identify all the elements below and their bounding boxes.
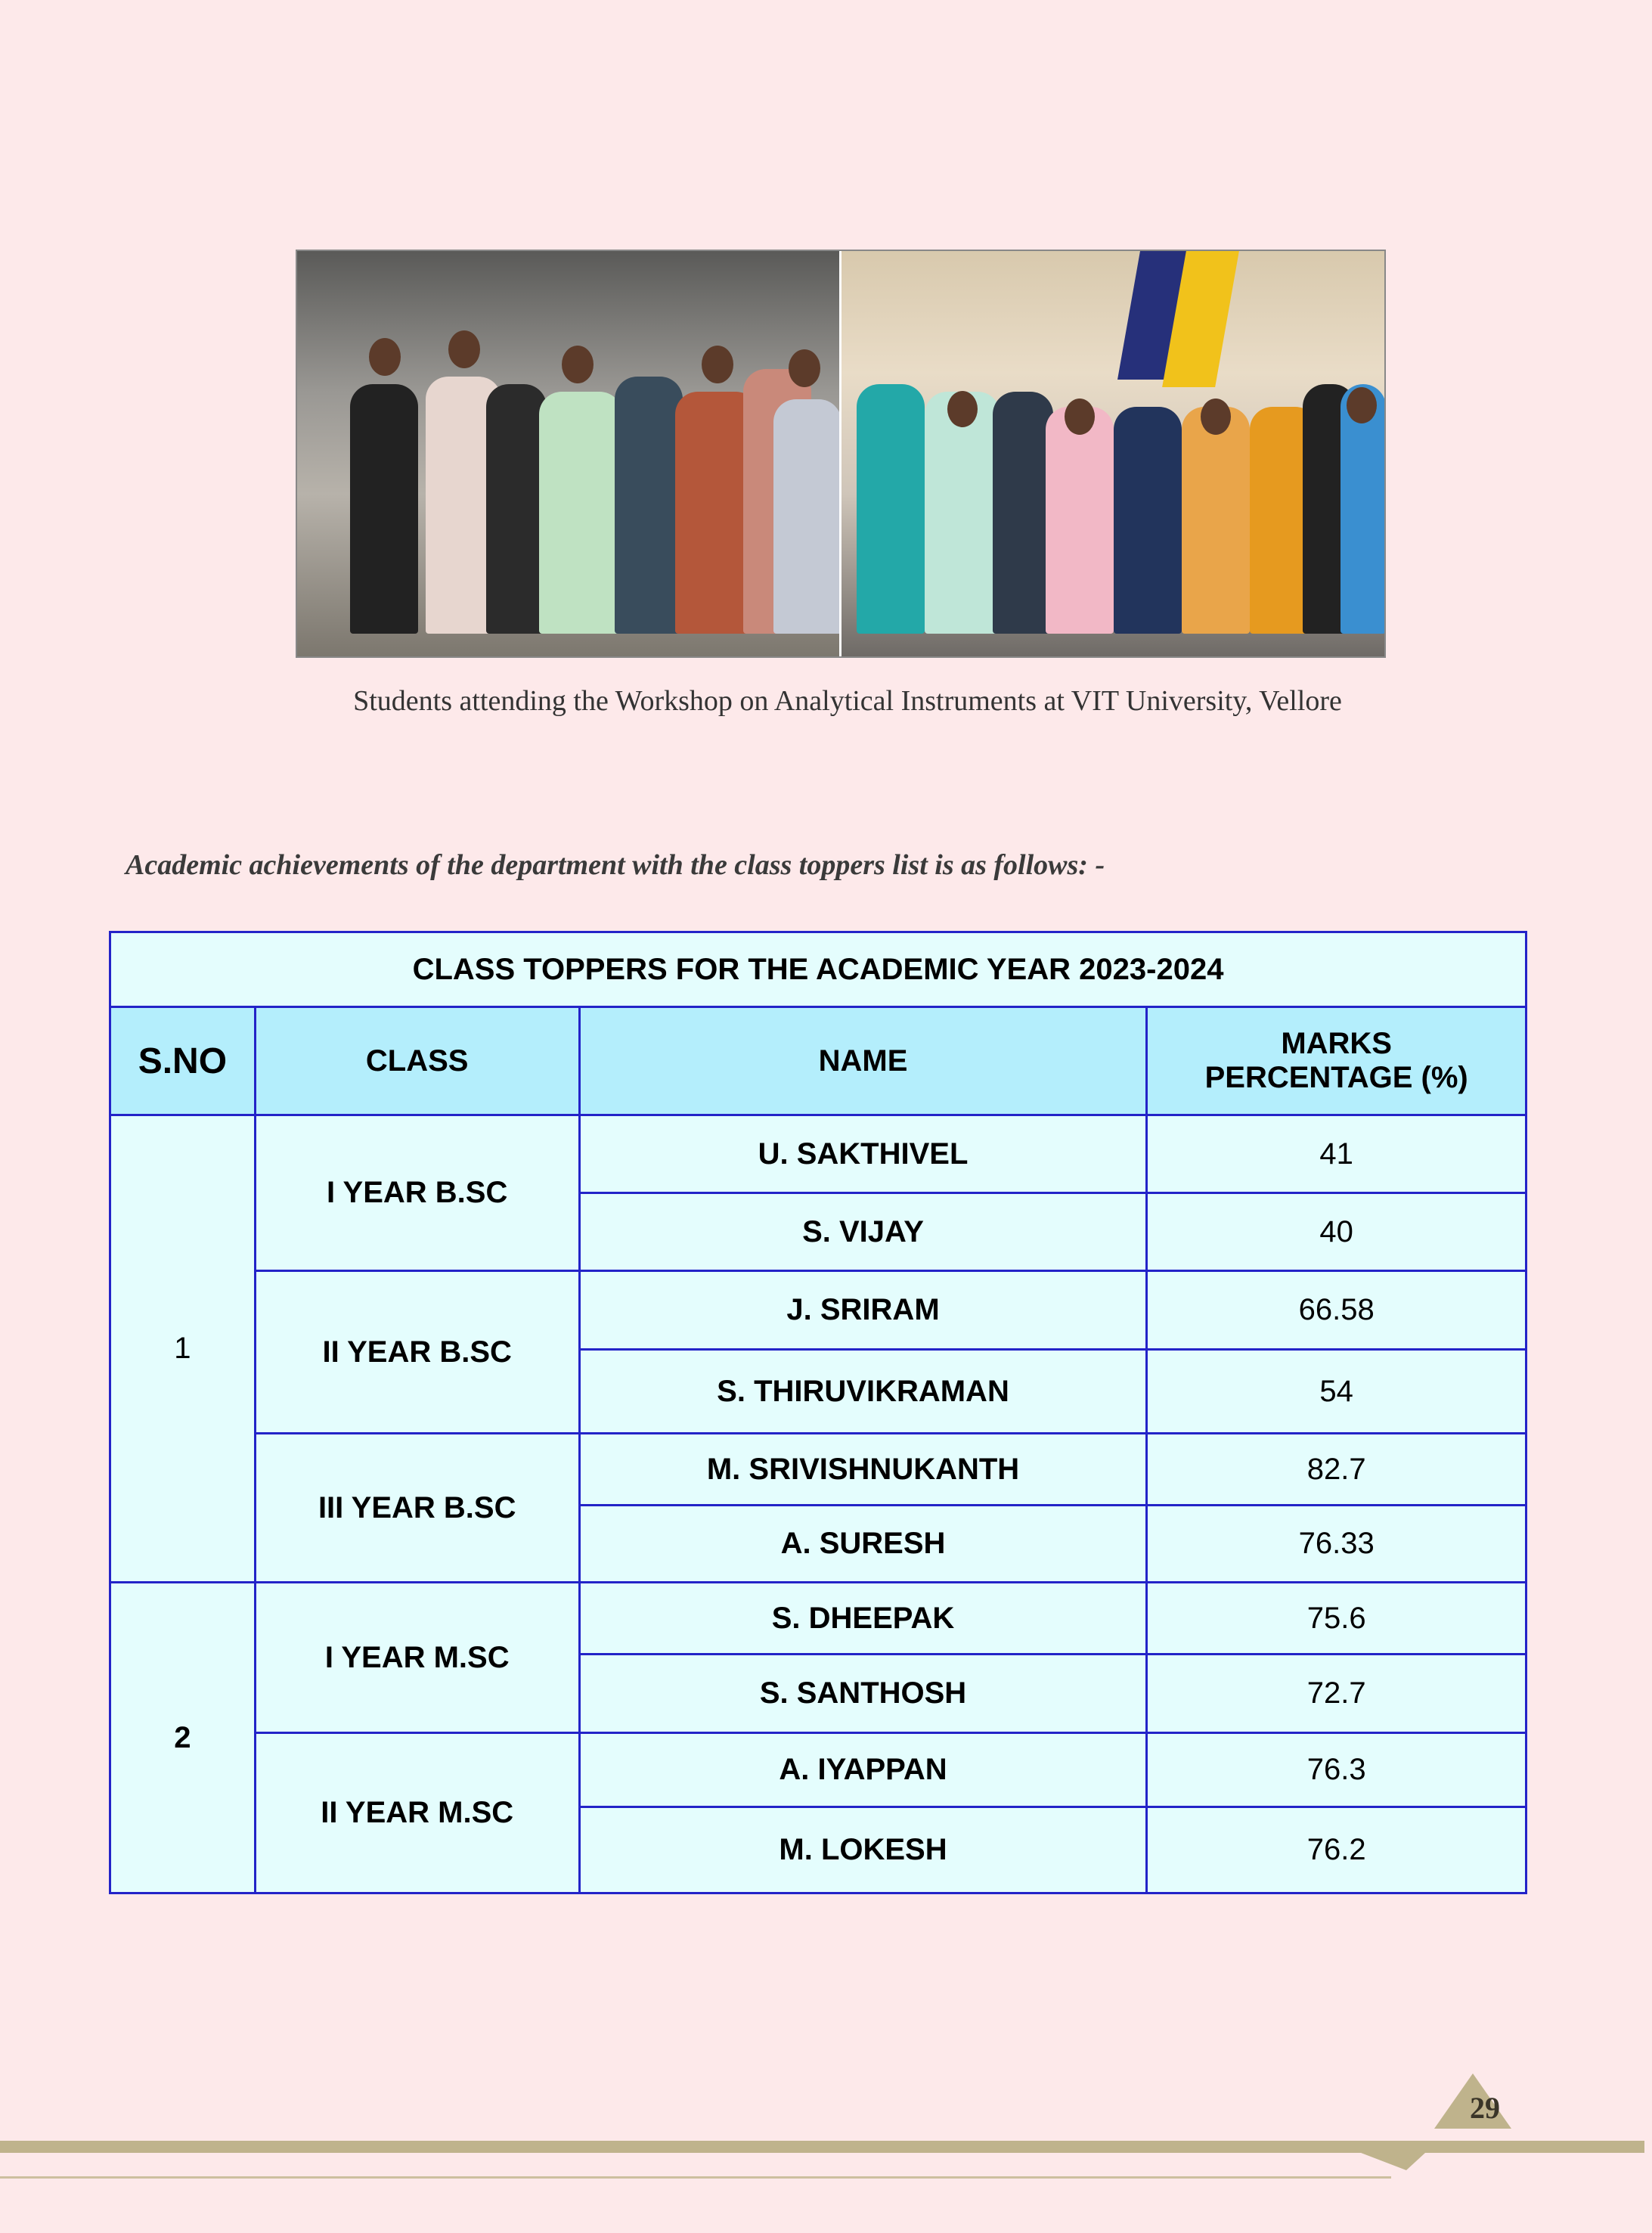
table-row: [110, 1583, 1526, 1655]
sno-cell: 1: [110, 1115, 256, 1583]
workshop-photo-wall: [841, 251, 1385, 656]
footer-notch: [1361, 2153, 1425, 2170]
table-row: [110, 1434, 1526, 1506]
class-cell: II YEAR M.SC: [255, 1733, 579, 1893]
student-marks: 76.2: [1147, 1807, 1526, 1893]
student-name: M. LOKESH: [579, 1807, 1147, 1893]
student-marks: 41: [1147, 1115, 1526, 1193]
student-name: S. THIRUVIKRAMAN: [579, 1350, 1147, 1434]
header-marks: MARKS PERCENTAGE (%): [1147, 1007, 1526, 1115]
class-cell: I YEAR M.SC: [255, 1583, 579, 1733]
table-row: [110, 1733, 1526, 1807]
table-header-row: [110, 1007, 1526, 1115]
student-name: S. SANTHOSH: [579, 1655, 1147, 1733]
class-cell: II YEAR B.SC: [255, 1271, 579, 1434]
student-name: M. SRIVISHNUKANTH: [579, 1434, 1147, 1506]
workshop-photo-lab: [297, 251, 841, 656]
student-marks: 76.3: [1147, 1733, 1526, 1807]
student-name: U. SAKTHIVEL: [579, 1115, 1147, 1193]
header-class: CLASS: [255, 1007, 579, 1115]
footer-band: [0, 2141, 1644, 2153]
class-toppers-table: [109, 931, 1527, 1894]
workshop-photos: [296, 250, 1386, 658]
student-marks: 66.58: [1147, 1271, 1526, 1350]
header-sno: S.NO: [110, 1007, 256, 1115]
table-title: CLASS TOPPERS FOR THE ACADEMIC YEAR 2023-2024: [110, 932, 1526, 1007]
student-name: S. DHEEPAK: [579, 1583, 1147, 1655]
table-row: [110, 1115, 1526, 1193]
sno-cell: 2: [110, 1583, 256, 1893]
student-marks: 75.6: [1147, 1583, 1526, 1655]
intro-text: Academic achievements of the department with the class toppers list is as follows: -: [126, 849, 1105, 881]
student-marks: 72.7: [1147, 1655, 1526, 1733]
table-row: [110, 1271, 1526, 1350]
student-name: A. SURESH: [579, 1506, 1147, 1583]
student-marks: 76.33: [1147, 1506, 1526, 1583]
header-name: NAME: [579, 1007, 1147, 1115]
footer-decoration: [0, 2042, 1652, 2233]
student-marks: 40: [1147, 1193, 1526, 1271]
photo-caption: Students attending the Workshop on Analytical Instruments at VIT University, Vellore: [353, 685, 1342, 717]
student-marks: 82.7: [1147, 1434, 1526, 1506]
student-name: J. SRIRAM: [579, 1271, 1147, 1350]
footer-line: [0, 2176, 1391, 2179]
student-name: A. IYAPPAN: [579, 1733, 1147, 1807]
class-cell: III YEAR B.SC: [255, 1434, 579, 1583]
page-number: 29: [1470, 2091, 1500, 2125]
student-name: S. VIJAY: [579, 1193, 1147, 1271]
student-marks: 54: [1147, 1350, 1526, 1434]
class-cell: I YEAR B.SC: [255, 1115, 579, 1271]
